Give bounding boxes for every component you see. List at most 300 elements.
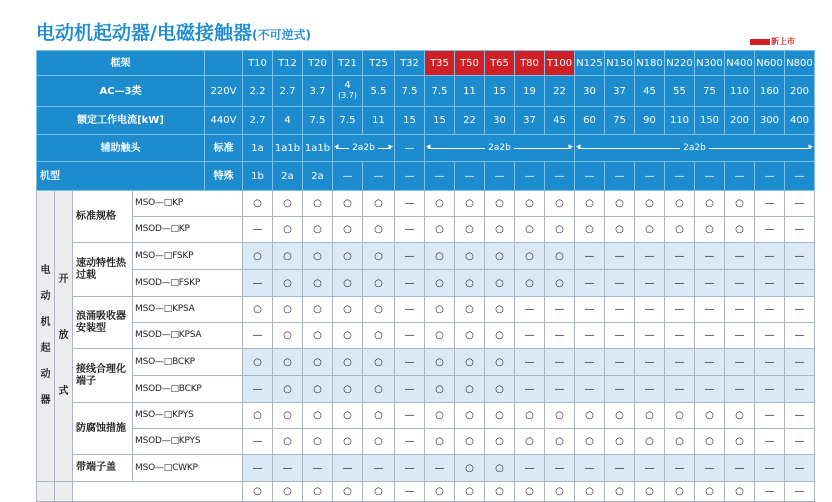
cell-t21: ○ — [333, 270, 363, 297]
aux-special-n220: — — [665, 162, 695, 191]
frame-n300: N300 — [695, 51, 725, 76]
cell-t35: ○ — [425, 349, 455, 376]
cell-t100: ○ — [545, 429, 575, 455]
frame-n600: N600 — [755, 51, 785, 76]
model-label: 机型 — [37, 162, 205, 191]
cell-n220: — — [665, 243, 695, 270]
cell-t12: — — [273, 455, 303, 482]
current-value-n125: 60 — [575, 107, 605, 135]
cell-t100: ○ — [545, 217, 575, 243]
frame-n220: N220 — [665, 51, 695, 76]
cell-t12: ○ — [273, 429, 303, 455]
cell-n150: — — [605, 270, 635, 297]
partial-cell-t25: ○ — [363, 482, 395, 502]
aux-label: 辅助触头 — [37, 135, 205, 162]
frame-t20: T20 — [303, 51, 333, 76]
cell-t10: — — [243, 217, 273, 243]
cell-t100: ○ — [545, 403, 575, 429]
frame-n125: N125 — [575, 51, 605, 76]
cell-n220: ○ — [665, 403, 695, 429]
table-row — [37, 243, 815, 270]
partial-cell-n600: — — [755, 482, 785, 502]
cell-n400: ○ — [725, 217, 755, 243]
cell-n300: — — [695, 455, 725, 482]
table-row — [37, 455, 815, 482]
cell-t10: ○ — [243, 403, 273, 429]
row-name: 速动特性热过载 — [73, 243, 133, 297]
table-row — [37, 429, 815, 455]
cell-t35: ○ — [425, 243, 455, 270]
cell-n125: ○ — [575, 403, 605, 429]
cell-t25: ○ — [363, 376, 395, 403]
spec-table — [36, 50, 815, 502]
current-value-t100: 45 — [545, 107, 575, 135]
cell-n180: — — [635, 243, 665, 270]
ac3-value-n600: 160 — [755, 76, 785, 107]
current-value-t20: 7.5 — [303, 107, 333, 135]
cell-t65: ○ — [485, 376, 515, 403]
cell-n150: — — [605, 297, 635, 323]
row-model: MSOD—□KPYS — [133, 429, 243, 455]
table-row-partial — [37, 482, 815, 502]
cell-t25: ○ — [363, 349, 395, 376]
cell-n180: — — [635, 455, 665, 482]
cell-n400: — — [725, 349, 755, 376]
cell-n800: — — [785, 376, 815, 403]
cell-n220: ○ — [665, 429, 695, 455]
cell-n150: — — [605, 323, 635, 349]
cell-n125: — — [575, 323, 605, 349]
cell-t35: ○ — [425, 403, 455, 429]
ac3-value-t100: 22 — [545, 76, 575, 107]
cell-t32: — — [395, 191, 425, 217]
frame-t12: T12 — [273, 51, 303, 76]
cell-t50: ○ — [455, 403, 485, 429]
cell-t35: — — [425, 455, 455, 482]
cell-n600: — — [755, 429, 785, 455]
cell-n180: ○ — [635, 429, 665, 455]
cell-t35: ○ — [425, 376, 455, 403]
cell-t21: ○ — [333, 323, 363, 349]
cell-n300: — — [695, 297, 725, 323]
cell-n180: — — [635, 270, 665, 297]
cell-n180: ○ — [635, 191, 665, 217]
cell-t20: ○ — [303, 403, 333, 429]
table-row — [37, 191, 815, 217]
frame-t100: T100 — [545, 51, 575, 76]
ac3-value-n180: 45 — [635, 76, 665, 107]
aux-special-label: 特殊 — [205, 162, 243, 191]
cell-t10: — — [243, 270, 273, 297]
cell-n400: — — [725, 376, 755, 403]
cell-n125: ○ — [575, 429, 605, 455]
cell-t20: ○ — [303, 429, 333, 455]
cell-t35: ○ — [425, 297, 455, 323]
row-model: MSO—□KPSA — [133, 297, 243, 323]
frame-n150: N150 — [605, 51, 635, 76]
header-row-ac3 — [37, 76, 815, 107]
cell-t21: ○ — [333, 349, 363, 376]
cell-n400: — — [725, 243, 755, 270]
cell-t65: ○ — [485, 270, 515, 297]
current-value-t25: 11 — [363, 107, 395, 135]
ac3-value-n400: 110 — [725, 76, 755, 107]
cell-n300: ○ — [695, 403, 725, 429]
cell-t12: ○ — [273, 323, 303, 349]
partial-cell-t35: ○ — [425, 482, 455, 502]
cell-t50: ○ — [455, 270, 485, 297]
partial-cell-n220: ○ — [665, 482, 695, 502]
cell-t20: — — [303, 455, 333, 482]
cell-n150: — — [605, 455, 635, 482]
cell-n125: — — [575, 349, 605, 376]
partial-group-2 — [55, 482, 73, 502]
cell-t32: — — [395, 323, 425, 349]
cell-t50: ○ — [455, 429, 485, 455]
cell-n220: ○ — [665, 191, 695, 217]
cell-t21: ○ — [333, 243, 363, 270]
aux-special-t35: — — [425, 162, 455, 191]
ac3-value-t12: 2.7 — [273, 76, 303, 107]
aux-special-t100: — — [545, 162, 575, 191]
cell-t10: ○ — [243, 297, 273, 323]
cell-t25: ○ — [363, 297, 395, 323]
cell-n300: ○ — [695, 191, 725, 217]
aux-special-t65: — — [485, 162, 515, 191]
ac3-value-t65: 15 — [485, 76, 515, 107]
aux-std-span-t35-t100: ◂ ▸ 2a2b — [425, 135, 575, 162]
cell-t80: ○ — [515, 217, 545, 243]
cell-t80: ○ — [515, 191, 545, 217]
ac3-value-n150: 37 — [605, 76, 635, 107]
cell-t20: ○ — [303, 323, 333, 349]
cell-n800: — — [785, 403, 815, 429]
aux-special-n300: — — [695, 162, 725, 191]
cell-t65: ○ — [485, 455, 515, 482]
cell-t80: ○ — [515, 429, 545, 455]
badge-bar — [750, 39, 770, 45]
current-voltage: 440V — [205, 107, 243, 135]
cell-t25: ○ — [363, 323, 395, 349]
cell-n600: — — [755, 376, 785, 403]
cell-n800: — — [785, 297, 815, 323]
cell-t80: — — [515, 455, 545, 482]
cell-n600: — — [755, 403, 785, 429]
cell-t12: ○ — [273, 243, 303, 270]
cell-t25: — — [363, 455, 395, 482]
current-value-t12: 4 — [273, 107, 303, 135]
ac3-value-t20: 3.7 — [303, 76, 333, 107]
partial-cell-t10: ○ — [243, 482, 273, 502]
table-row — [37, 217, 815, 243]
row-model: MSO—□KPYS — [133, 403, 243, 429]
row-name: 防腐蚀措施 — [73, 403, 133, 455]
cell-t80: ○ — [515, 243, 545, 270]
partial-cell-t12: ○ — [273, 482, 303, 502]
cell-n180: — — [635, 297, 665, 323]
row-model: MSO—□BCKP — [133, 349, 243, 376]
cell-n300: ○ — [695, 429, 725, 455]
table-row — [37, 297, 815, 323]
header-row-aux — [37, 135, 815, 162]
cell-t10: — — [243, 376, 273, 403]
partial-cell-t32: — — [395, 482, 425, 502]
cell-t25: ○ — [363, 217, 395, 243]
cell-t20: ○ — [303, 349, 333, 376]
cell-n400: — — [725, 297, 755, 323]
current-value-t65: 30 — [485, 107, 515, 135]
cell-t20: ○ — [303, 270, 333, 297]
aux-special-n400: — — [725, 162, 755, 191]
cell-n400: ○ — [725, 191, 755, 217]
cell-t80: ○ — [515, 403, 545, 429]
cell-t65: ○ — [485, 429, 515, 455]
cell-n300: ○ — [695, 217, 725, 243]
group-label-starter: 电 动 机 起 动 器 — [37, 191, 55, 482]
frame-t21: T21 — [333, 51, 363, 76]
cell-n600: — — [755, 297, 785, 323]
cell-t12: ○ — [273, 217, 303, 243]
cell-t21: — — [333, 455, 363, 482]
ac3-value-t80: 19 — [515, 76, 545, 107]
row-model: MSO—□CWKP — [133, 455, 243, 482]
cell-t20: ○ — [303, 376, 333, 403]
cell-t20: ○ — [303, 191, 333, 217]
cell-t32: — — [395, 403, 425, 429]
cell-t21: ○ — [333, 403, 363, 429]
cell-t21: ○ — [333, 297, 363, 323]
cell-t25: ○ — [363, 270, 395, 297]
cell-t50: ○ — [455, 376, 485, 403]
aux-special-n150: — — [605, 162, 635, 191]
current-value-t35: 15 — [425, 107, 455, 135]
page-title-sub: (不可逆式) — [251, 28, 311, 42]
current-value-n180: 90 — [635, 107, 665, 135]
ac3-value-n300: 75 — [695, 76, 725, 107]
ac3-value-t35: 7.5 — [425, 76, 455, 107]
cell-t10: ○ — [243, 349, 273, 376]
cell-t80: ○ — [515, 270, 545, 297]
partial-cell-t65: ○ — [485, 482, 515, 502]
frame-t65: T65 — [485, 51, 515, 76]
cell-t50: ○ — [455, 297, 485, 323]
aux-special-t25: — — [363, 162, 395, 191]
cell-t10: — — [243, 455, 273, 482]
current-value-t10: 2.7 — [243, 107, 273, 135]
table-row — [37, 403, 815, 429]
cell-t35: ○ — [425, 217, 455, 243]
frame-label: 框架 — [37, 51, 205, 76]
cell-n125: — — [575, 243, 605, 270]
ac3-voltage: 220V — [205, 76, 243, 107]
cell-n150: ○ — [605, 429, 635, 455]
cell-t100: ○ — [545, 270, 575, 297]
cell-t32: — — [395, 270, 425, 297]
aux-special-t80: — — [515, 162, 545, 191]
cell-t20: ○ — [303, 217, 333, 243]
ac3-value-n125: 30 — [575, 76, 605, 107]
cell-n125: — — [575, 376, 605, 403]
cell-n800: — — [785, 455, 815, 482]
header-row-current — [37, 107, 815, 135]
table-row — [37, 376, 815, 403]
cell-t12: ○ — [273, 376, 303, 403]
aux-special-t32: — — [395, 162, 425, 191]
cell-n220: — — [665, 376, 695, 403]
cell-n300: — — [695, 243, 725, 270]
cell-n300: — — [695, 349, 725, 376]
cell-n180: — — [635, 349, 665, 376]
frame-n180: N180 — [635, 51, 665, 76]
current-value-n400: 200 — [725, 107, 755, 135]
cell-t35: ○ — [425, 323, 455, 349]
cell-n150: ○ — [605, 217, 635, 243]
cell-t80: — — [515, 376, 545, 403]
partial-cell-t21: ○ — [333, 482, 363, 502]
cell-n400: ○ — [725, 429, 755, 455]
current-value-n300: 150 — [695, 107, 725, 135]
ac3-value-t25: 5.5 — [363, 76, 395, 107]
cell-t100: ○ — [545, 243, 575, 270]
cell-n800: — — [785, 323, 815, 349]
partial-cell-n180: ○ — [635, 482, 665, 502]
current-value-n150: 75 — [605, 107, 635, 135]
cell-t35: ○ — [425, 429, 455, 455]
frame-blank — [205, 51, 243, 76]
cell-t100: — — [545, 349, 575, 376]
row-model: MSOD—□FSKP — [133, 270, 243, 297]
cell-t50: ○ — [455, 455, 485, 482]
cell-t32: — — [395, 455, 425, 482]
partial-cell-t100: ○ — [545, 482, 575, 502]
row-name: 标准规格 — [73, 191, 133, 243]
current-value-t50: 22 — [455, 107, 485, 135]
cell-n600: — — [755, 191, 785, 217]
row-model: MSOD—□KPSA — [133, 323, 243, 349]
cell-t32: — — [395, 243, 425, 270]
group-label-open-type: 开 放 式 — [55, 191, 73, 482]
cell-n400: — — [725, 455, 755, 482]
aux-special-t20: 2a — [303, 162, 333, 191]
cell-n600: — — [755, 243, 785, 270]
cell-t35: ○ — [425, 270, 455, 297]
cell-n150: ○ — [605, 403, 635, 429]
cell-n600: — — [755, 349, 785, 376]
cell-t12: ○ — [273, 403, 303, 429]
cell-t21: ○ — [333, 376, 363, 403]
cell-n125: ○ — [575, 217, 605, 243]
cell-n180: ○ — [635, 403, 665, 429]
cell-n125: ○ — [575, 191, 605, 217]
cell-t80: — — [515, 323, 545, 349]
cell-t50: ○ — [455, 191, 485, 217]
cell-n150: — — [605, 243, 635, 270]
current-value-t21: 7.5 — [333, 107, 363, 135]
aux-special-t10: 1b — [243, 162, 273, 191]
current-value-n800: 400 — [785, 107, 815, 135]
current-label: 额定工作电流[kW] — [37, 107, 205, 135]
cell-n220: — — [665, 455, 695, 482]
cell-t21: ○ — [333, 429, 363, 455]
cell-n220: ○ — [665, 217, 695, 243]
cell-n125: — — [575, 270, 605, 297]
row-name: 浪涌吸收器安装型 — [73, 297, 133, 349]
row-name: 接线合理化端子 — [73, 349, 133, 403]
current-value-n600: 300 — [755, 107, 785, 135]
cell-t12: ○ — [273, 349, 303, 376]
cell-t21: ○ — [333, 217, 363, 243]
cell-t35: ○ — [425, 191, 455, 217]
cell-t25: ○ — [363, 429, 395, 455]
cell-n300: — — [695, 376, 725, 403]
cell-n180: — — [635, 323, 665, 349]
cell-n400: — — [725, 270, 755, 297]
cell-n125: — — [575, 455, 605, 482]
cell-t32: — — [395, 297, 425, 323]
cell-t10: — — [243, 429, 273, 455]
frame-t35: T35 — [425, 51, 455, 76]
cell-t100: — — [545, 297, 575, 323]
cell-n800: — — [785, 429, 815, 455]
partial-group-1 — [37, 482, 55, 502]
cell-n150: — — [605, 349, 635, 376]
cell-t10: ○ — [243, 243, 273, 270]
ac3-value-n220: 55 — [665, 76, 695, 107]
ac3-value-n800: 200 — [785, 76, 815, 107]
cell-t100: — — [545, 455, 575, 482]
page-title — [36, 20, 311, 48]
cell-t32: — — [395, 376, 425, 403]
cell-n600: — — [755, 323, 785, 349]
cell-t32: — — [395, 429, 425, 455]
aux-special-n125: — — [575, 162, 605, 191]
row-model: MSO—□FSKP — [133, 243, 243, 270]
cell-t65: ○ — [485, 349, 515, 376]
new-badge — [750, 38, 795, 46]
cell-n300: — — [695, 323, 725, 349]
partial-cell-n150: ○ — [605, 482, 635, 502]
cell-t10: ○ — [243, 191, 273, 217]
aux-std-t20: 1a1b — [303, 135, 333, 162]
cell-n600: — — [755, 270, 785, 297]
table-row — [37, 323, 815, 349]
aux-std-t10: 1a — [243, 135, 273, 162]
partial-cell-n300: ○ — [695, 482, 725, 502]
cell-n180: — — [635, 376, 665, 403]
cell-t50: ○ — [455, 243, 485, 270]
ac3-label: AC—3类 — [37, 76, 205, 107]
aux-std-t12: 1a1b — [273, 135, 303, 162]
aux-std-span-t21-t25: ◂ ▸ 2a2b — [333, 135, 395, 162]
cell-t80: — — [515, 297, 545, 323]
cell-n150: ○ — [605, 191, 635, 217]
partial-cell-t80: ○ — [515, 482, 545, 502]
badge-text: 新上市 — [771, 37, 795, 46]
aux-special-t21: — — [333, 162, 363, 191]
current-value-t32: 15 — [395, 107, 425, 135]
cell-t12: ○ — [273, 270, 303, 297]
cell-t65: ○ — [485, 217, 515, 243]
cell-t20: ○ — [303, 243, 333, 270]
cell-t100: — — [545, 376, 575, 403]
cell-t80: — — [515, 349, 545, 376]
page-title-main: 电动机起动器/电磁接触器 — [36, 22, 252, 44]
cell-n800: — — [785, 270, 815, 297]
table-row — [37, 349, 815, 376]
cell-t25: ○ — [363, 403, 395, 429]
frame-n800: N800 — [785, 51, 815, 76]
frame-n400: N400 — [725, 51, 755, 76]
